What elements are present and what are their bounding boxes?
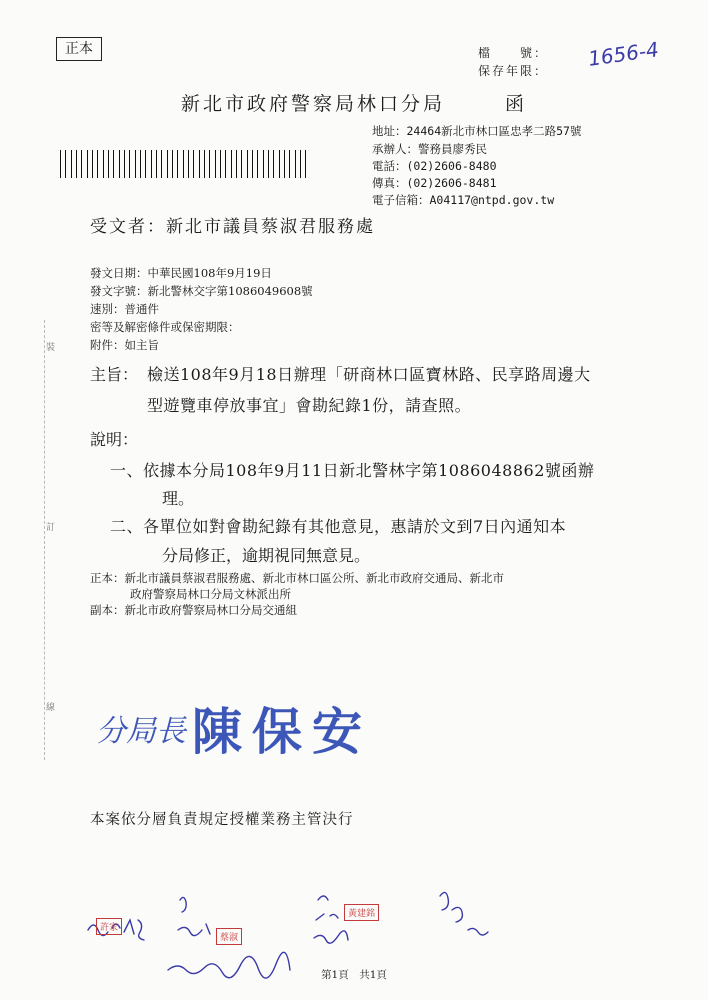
binding-line [44, 320, 55, 760]
recipient-line: 受文者：新北市議員蔡淑君服務處 [90, 217, 375, 237]
delegation-note: 本案依分層負責規定授權業務主管決行 [90, 812, 354, 828]
handwritten-file-number: 1656-4 [586, 37, 661, 71]
description-item-2: 二、各單位如對會勘紀錄有其他意見，惠請於文到7日內通知本 [110, 517, 567, 536]
contact-email: 電子信箱：A04117@ntpd.gov.tw [372, 193, 555, 207]
stamp-1: 許家 [96, 918, 122, 935]
barcode [60, 150, 308, 178]
document-number: 發文字號：新北警林交字第1086049608號 [90, 284, 313, 298]
distribution-original-cont: 政府警察局林口分局文林派出所 [130, 587, 291, 601]
issue-date: 發文日期：中華民國108年9月19日 [90, 266, 272, 280]
subject-line-1: 檢送108年9月18日辦理「研商林口區寶林路、民享路周邊大 [147, 365, 591, 384]
retention-period-label: 保存年限： [478, 64, 549, 78]
file-number-label: 檔 號： [478, 46, 549, 60]
director-signature-seal [96, 692, 372, 764]
contact-fax: 傳真：(02)2606-8481 [372, 176, 497, 190]
binding-mark-bind: 裝 [46, 343, 56, 353]
description-item-1-cont: 理。 [162, 489, 195, 508]
signature-role: 分局長 [96, 714, 186, 749]
distribution-copy: 副本：新北市政府警察局林口分局交通組 [90, 603, 297, 617]
original-copy-mark: 正本 [56, 37, 102, 61]
description-item-2-cont: 分局修正，逾期視同無意見。 [162, 546, 371, 565]
description-item-1: 一、依據本分局108年9月11日新北警林字第1086048862號函辦 [110, 461, 595, 480]
binding-mark-line: 線 [46, 703, 56, 713]
secrecy-level: 密等及解密條件或保密期限： [90, 320, 240, 334]
description-label: 說明： [90, 430, 139, 449]
delivery-speed: 速別：普通件 [90, 302, 159, 316]
stamp-3: 黃建銘 [344, 904, 379, 921]
distribution-original: 正本：新北市議員蔡淑君服務處、新北市林口區公所、新北市政府交通局、新北市 [90, 571, 504, 585]
signature-name: 陳保安 [192, 703, 372, 761]
contact-phone: 電話：(02)2606-8480 [372, 159, 497, 173]
binding-mark-staple: 訂 [46, 523, 56, 533]
subject-label: 主旨： [90, 365, 139, 384]
letter-title [0, 89, 708, 116]
page-footer: 第1頁 共1頁 [321, 969, 387, 981]
subject-line-2: 型遊覽車停放事宜」會勘紀錄1份，請查照。 [147, 396, 472, 415]
attachment-note: 附件：如主旨 [90, 338, 159, 352]
stamp-2: 蔡淑 [216, 928, 242, 945]
agency-name: 新北市政府警察局林口分局 [180, 93, 445, 115]
contact-address: 地址：24464新北市林口區忠孝二路57號 [372, 124, 582, 138]
document-type: 函 [505, 93, 528, 115]
contact-officer: 承辦人：警務員廖秀民 [372, 142, 487, 156]
